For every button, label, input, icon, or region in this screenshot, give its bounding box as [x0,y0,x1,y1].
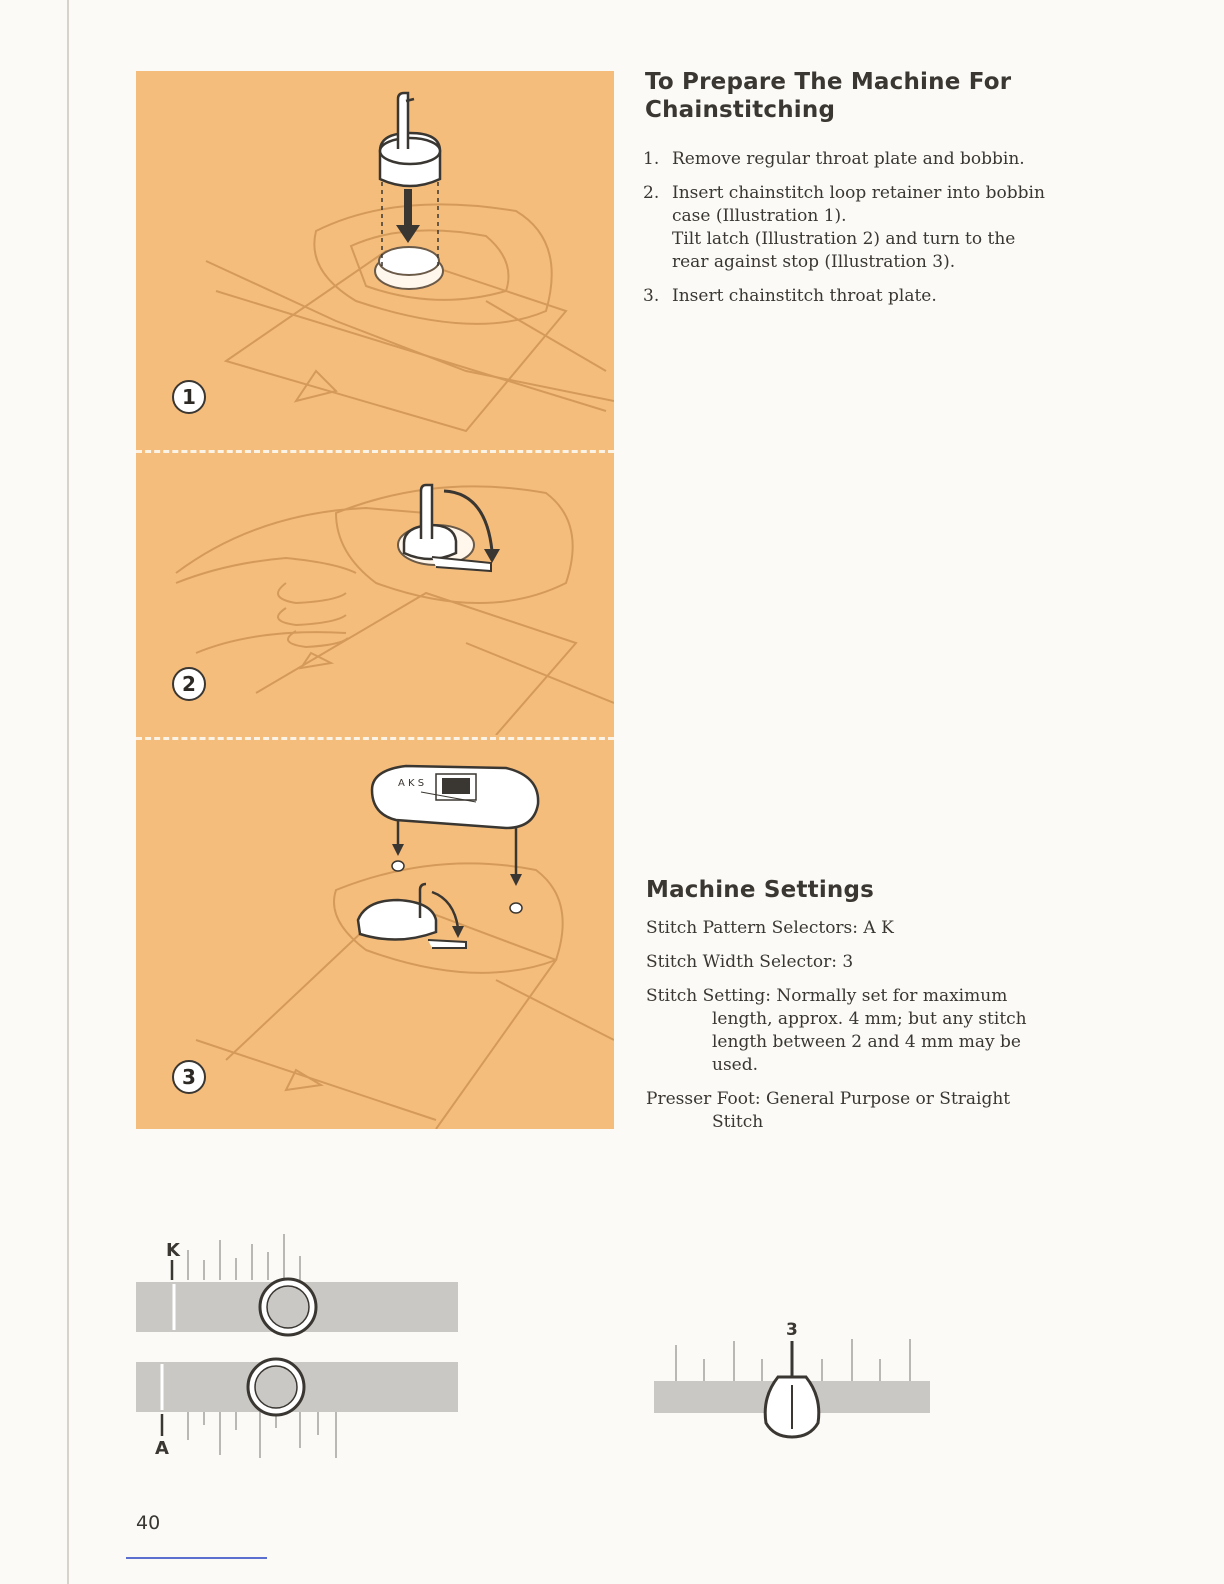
setting-text: used. [712,1055,759,1075]
step-number: 1. [643,149,660,169]
page-edge-rule [67,0,69,1584]
settings-heading: Machine Settings [646,877,875,903]
step-badge-3: 3 [172,1060,206,1094]
illustration-3-drawing [136,740,614,1129]
list-item [643,148,1123,171]
step-badge-2: 2 [172,667,206,701]
pattern-bottom-label: A [155,1438,169,1459]
list-item [643,285,1123,308]
setting-text: Stitch Width Selector: 3 [646,952,854,972]
step-number: 3. [643,286,660,306]
step-text: Insert chainstitch loop retainer into bobbin [672,183,1045,203]
step-text: rear against stop (Illustration 3). [672,252,956,272]
prepare-heading-line-2: Chainstitching [645,97,836,123]
setting-width-selector [646,951,1123,974]
step-text: Remove regular throat plate and bobbin. [672,149,1025,169]
pattern-top-label: K [166,1240,180,1261]
prepare-heading-line-1: To Prepare The Machine For [645,69,1012,95]
width-selector-label: 3 [786,1320,798,1340]
setting-presser-foot [646,1088,1123,1134]
step-number: 2. [643,183,660,203]
step-text: Insert chainstitch throat plate. [672,286,937,306]
setting-text: Stitch Setting: Normally set for maximum [646,986,1008,1006]
settings-list [646,917,1123,1145]
step-text: Tilt latch (Illustration 2) and turn to the [672,229,1016,249]
setting-text: length between 2 and 4 mm may be [712,1032,1021,1052]
illustration-1-drawing [136,71,614,449]
step-text: case (Illustration 1). [672,206,847,226]
setting-stitch-length [646,985,1123,1077]
setting-text: Stitch Pattern Selectors: A K [646,918,894,938]
bottom-link-underline [126,1557,267,1559]
step-badge-1: 1 [172,380,206,414]
width-selector-diagram [650,1315,940,1445]
prepare-heading [645,68,1125,124]
pattern-selector-diagram [130,1230,470,1465]
setting-pattern-selectors [646,917,1123,940]
plate-markings: A K S [398,778,425,789]
page-number: 40 [136,1512,161,1534]
setting-text: length, approx. 4 mm; but any stitch [712,1009,1027,1029]
list-item [643,182,1123,274]
setting-text: Stitch [712,1112,764,1132]
prepare-steps-list [643,148,1123,319]
setting-text: Presser Foot: General Purpose or Straight [646,1089,1011,1109]
illustration-2-drawing [136,453,614,735]
